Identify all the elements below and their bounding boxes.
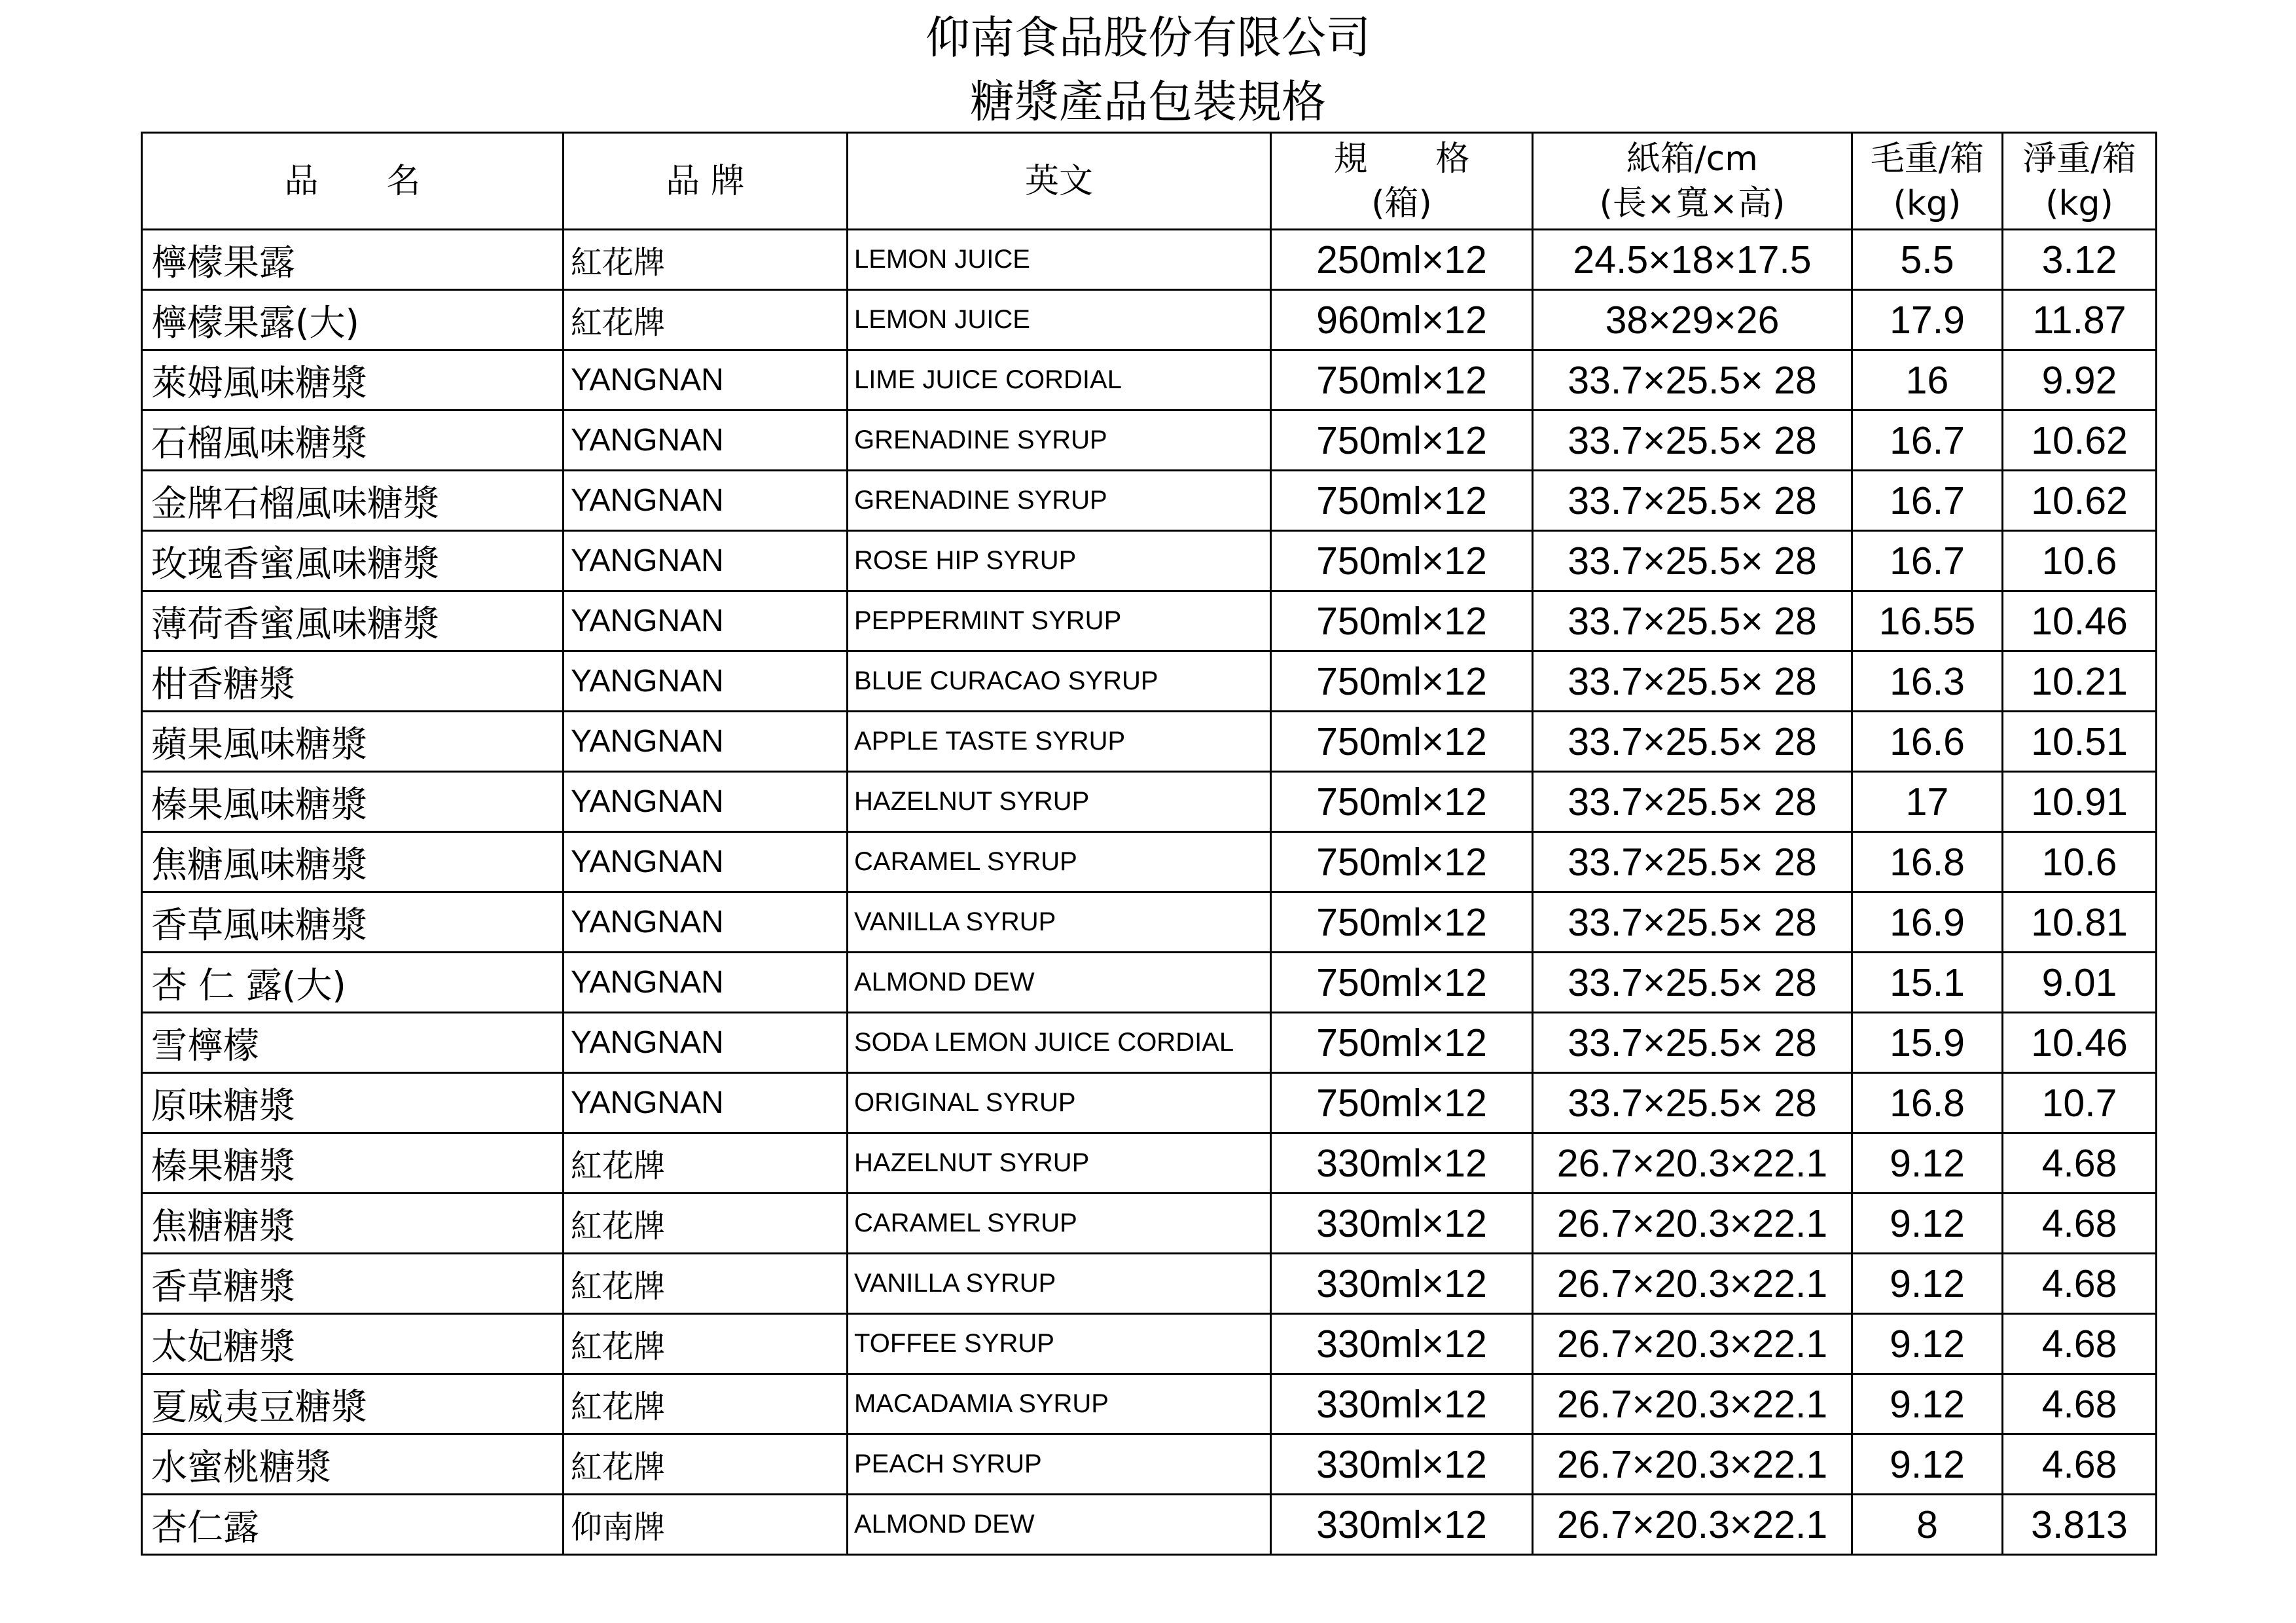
cell-brand: YANGNAN — [564, 471, 848, 531]
cell-net-weight: 10.21 — [2003, 651, 2157, 712]
cell-english-name: CARAMEL SYRUP — [848, 832, 1271, 892]
cell-net-weight: 9.01 — [2003, 953, 2157, 1013]
cell-gross-weight: 9.12 — [1852, 1374, 2003, 1434]
cell-spec: 330ml×12 — [1271, 1133, 1533, 1194]
cell-english-name: VANILLA SYRUP — [848, 892, 1271, 953]
cell-english-name: ORIGINAL SYRUP — [848, 1073, 1271, 1133]
header-brand-line1: 品 牌 — [666, 161, 745, 201]
cell-product-name: 太妃糖漿 — [142, 1314, 564, 1374]
cell-brand: 紅花牌 — [564, 1434, 848, 1495]
cell-english-name: PEACH SYRUP — [848, 1434, 1271, 1495]
cell-carton-size: 26.7×20.3×22.1 — [1533, 1374, 1852, 1434]
table-row — [142, 772, 2157, 832]
cell-net-weight: 10.46 — [2003, 591, 2157, 651]
cell-spec: 750ml×12 — [1271, 350, 1533, 410]
cell-brand: YANGNAN — [564, 772, 848, 832]
cell-english-name: BLUE CURACAO SYRUP — [848, 651, 1271, 712]
cell-gross-weight: 16.6 — [1852, 712, 2003, 772]
cell-net-weight: 4.68 — [2003, 1374, 2157, 1434]
cell-product-name: 夏威夷豆糖漿 — [142, 1374, 564, 1434]
cell-spec: 960ml×12 — [1271, 290, 1533, 350]
cell-brand: YANGNAN — [564, 591, 848, 651]
cell-spec: 750ml×12 — [1271, 410, 1533, 471]
cell-carton-size: 33.7×25.5× 28 — [1533, 531, 1852, 591]
cell-brand: 紅花牌 — [564, 1133, 848, 1194]
cell-gross-weight: 16.7 — [1852, 410, 2003, 471]
cell-net-weight: 10.62 — [2003, 471, 2157, 531]
cell-gross-weight: 9.12 — [1852, 1254, 2003, 1314]
cell-product-name: 水蜜桃糖漿 — [142, 1434, 564, 1495]
header-net-weight-line1: 淨重/箱 — [2022, 139, 2136, 179]
header-spec — [1271, 133, 1533, 230]
cell-gross-weight: 16.8 — [1852, 1073, 2003, 1133]
cell-spec: 750ml×12 — [1271, 531, 1533, 591]
cell-gross-weight: 15.1 — [1852, 953, 2003, 1013]
cell-product-name: 金牌石榴風味糖漿 — [142, 471, 564, 531]
header-brand — [564, 133, 848, 230]
cell-english-name: MACADAMIA SYRUP — [848, 1374, 1271, 1434]
cell-english-name: ALMOND DEW — [848, 1495, 1271, 1555]
cell-carton-size: 33.7×25.5× 28 — [1533, 772, 1852, 832]
cell-english-name: LEMON JUICE — [848, 290, 1271, 350]
cell-gross-weight: 17.9 — [1852, 290, 2003, 350]
cell-carton-size: 24.5×18×17.5 — [1533, 230, 1852, 290]
document-title-block — [0, 7, 2296, 135]
cell-product-name: 檸檬果露 — [142, 230, 564, 290]
cell-product-name: 榛果風味糖漿 — [142, 772, 564, 832]
cell-product-name: 玫瑰香蜜風味糖漿 — [142, 531, 564, 591]
cell-product-name: 焦糖風味糖漿 — [142, 832, 564, 892]
cell-gross-weight: 9.12 — [1852, 1194, 2003, 1254]
cell-english-name: GRENADINE SYRUP — [848, 471, 1271, 531]
cell-english-name: PEPPERMINT SYRUP — [848, 591, 1271, 651]
header-gross-weight — [1852, 133, 2003, 230]
cell-product-name: 萊姆風味糖漿 — [142, 350, 564, 410]
cell-gross-weight: 16.55 — [1852, 591, 2003, 651]
cell-gross-weight: 16.7 — [1852, 471, 2003, 531]
cell-product-name: 杏仁露 — [142, 1495, 564, 1555]
cell-gross-weight: 8 — [1852, 1495, 2003, 1555]
cell-gross-weight: 16 — [1852, 350, 2003, 410]
cell-spec: 750ml×12 — [1271, 712, 1533, 772]
table-row — [142, 531, 2157, 591]
cell-carton-size: 26.7×20.3×22.1 — [1533, 1133, 1852, 1194]
cell-spec: 330ml×12 — [1271, 1194, 1533, 1254]
cell-carton-size: 33.7×25.5× 28 — [1533, 1073, 1852, 1133]
cell-english-name: CARAMEL SYRUP — [848, 1194, 1271, 1254]
cell-brand: YANGNAN — [564, 531, 848, 591]
header-english — [848, 133, 1271, 230]
cell-carton-size: 26.7×20.3×22.1 — [1533, 1495, 1852, 1555]
table-row — [142, 471, 2157, 531]
cell-gross-weight: 16.7 — [1852, 531, 2003, 591]
header-spec-line2: (箱) — [1371, 183, 1432, 223]
table-row — [142, 1434, 2157, 1495]
cell-brand: 紅花牌 — [564, 230, 848, 290]
company-name: 仰南食品股份有限公司 — [925, 12, 1371, 64]
cell-gross-weight: 15.9 — [1852, 1013, 2003, 1073]
cell-spec: 330ml×12 — [1271, 1374, 1533, 1434]
cell-product-name: 香草糖漿 — [142, 1254, 564, 1314]
table-row — [142, 350, 2157, 410]
cell-spec: 750ml×12 — [1271, 953, 1533, 1013]
cell-carton-size: 33.7×25.5× 28 — [1533, 832, 1852, 892]
cell-brand: YANGNAN — [564, 651, 848, 712]
cell-product-name: 榛果糖漿 — [142, 1133, 564, 1194]
cell-spec: 750ml×12 — [1271, 892, 1533, 953]
cell-net-weight: 10.81 — [2003, 892, 2157, 953]
table-row — [142, 1314, 2157, 1374]
cell-brand: YANGNAN — [564, 350, 848, 410]
cell-carton-size: 33.7×25.5× 28 — [1533, 651, 1852, 712]
table-header — [142, 133, 2157, 230]
cell-net-weight: 10.7 — [2003, 1073, 2157, 1133]
cell-net-weight: 3.813 — [2003, 1495, 2157, 1555]
cell-english-name: LEMON JUICE — [848, 230, 1271, 290]
cell-english-name: VANILLA SYRUP — [848, 1254, 1271, 1314]
cell-english-name: APPLE TASTE SYRUP — [848, 712, 1271, 772]
cell-english-name: LIME JUICE CORDIAL — [848, 350, 1271, 410]
table-row — [142, 1495, 2157, 1555]
cell-gross-weight: 9.12 — [1852, 1434, 2003, 1495]
cell-net-weight: 10.46 — [2003, 1013, 2157, 1073]
cell-brand: YANGNAN — [564, 892, 848, 953]
cell-brand: YANGNAN — [564, 410, 848, 471]
header-carton-size — [1533, 133, 1852, 230]
cell-brand: YANGNAN — [564, 832, 848, 892]
cell-net-weight: 10.6 — [2003, 832, 2157, 892]
cell-net-weight: 10.6 — [2003, 531, 2157, 591]
cell-spec: 330ml×12 — [1271, 1254, 1533, 1314]
cell-english-name: ALMOND DEW — [848, 953, 1271, 1013]
cell-gross-weight: 9.12 — [1852, 1314, 2003, 1374]
cell-product-name: 薄荷香蜜風味糖漿 — [142, 591, 564, 651]
cell-carton-size: 26.7×20.3×22.1 — [1533, 1254, 1852, 1314]
cell-gross-weight: 9.12 — [1852, 1133, 2003, 1194]
header-gross-weight-line2: (kg) — [1893, 183, 1962, 223]
cell-spec: 750ml×12 — [1271, 591, 1533, 651]
cell-brand: 紅花牌 — [564, 1254, 848, 1314]
cell-brand: YANGNAN — [564, 712, 848, 772]
cell-net-weight: 11.87 — [2003, 290, 2157, 350]
cell-product-name: 雪檸檬 — [142, 1013, 564, 1073]
cell-carton-size: 33.7×25.5× 28 — [1533, 953, 1852, 1013]
cell-net-weight: 9.92 — [2003, 350, 2157, 410]
cell-carton-size: 33.7×25.5× 28 — [1533, 471, 1852, 531]
cell-net-weight: 4.68 — [2003, 1133, 2157, 1194]
cell-brand: 紅花牌 — [564, 290, 848, 350]
cell-net-weight: 4.68 — [2003, 1434, 2157, 1495]
cell-english-name: ROSE HIP SYRUP — [848, 531, 1271, 591]
cell-brand: YANGNAN — [564, 1013, 848, 1073]
header-gross-weight-line1: 毛重/箱 — [1870, 139, 1984, 179]
cell-product-name: 石榴風味糖漿 — [142, 410, 564, 471]
cell-product-name: 香草風味糖漿 — [142, 892, 564, 953]
cell-spec: 250ml×12 — [1271, 230, 1533, 290]
cell-net-weight: 4.68 — [2003, 1314, 2157, 1374]
cell-product-name: 柑香糖漿 — [142, 651, 564, 712]
cell-spec: 750ml×12 — [1271, 1013, 1533, 1073]
cell-carton-size: 33.7×25.5× 28 — [1533, 712, 1852, 772]
header-carton-size-line2: (長×寬×高) — [1599, 183, 1785, 223]
cell-spec: 330ml×12 — [1271, 1434, 1533, 1495]
cell-brand: 紅花牌 — [564, 1194, 848, 1254]
header-spec-line1: 規 格 — [1333, 139, 1470, 179]
table-row — [142, 1194, 2157, 1254]
cell-net-weight: 10.62 — [2003, 410, 2157, 471]
cell-brand: 仰南牌 — [564, 1495, 848, 1555]
cell-english-name: TOFFEE SYRUP — [848, 1314, 1271, 1374]
table-row — [142, 892, 2157, 953]
cell-gross-weight: 5.5 — [1852, 230, 2003, 290]
cell-brand: YANGNAN — [564, 1073, 848, 1133]
cell-carton-size: 33.7×25.5× 28 — [1533, 410, 1852, 471]
cell-carton-size: 33.7×25.5× 28 — [1533, 350, 1852, 410]
cell-english-name: HAZELNUT SYRUP — [848, 772, 1271, 832]
cell-product-name: 蘋果風味糖漿 — [142, 712, 564, 772]
cell-gross-weight: 17 — [1852, 772, 2003, 832]
table-body — [142, 230, 2157, 1555]
cell-english-name: GRENADINE SYRUP — [848, 410, 1271, 471]
table-row — [142, 1133, 2157, 1194]
header-net-weight — [2003, 133, 2157, 230]
cell-net-weight: 10.51 — [2003, 712, 2157, 772]
cell-spec: 750ml×12 — [1271, 471, 1533, 531]
cell-gross-weight: 16.3 — [1852, 651, 2003, 712]
cell-carton-size: 33.7×25.5× 28 — [1533, 591, 1852, 651]
cell-carton-size: 26.7×20.3×22.1 — [1533, 1434, 1852, 1495]
table-row — [142, 1374, 2157, 1434]
cell-carton-size: 26.7×20.3×22.1 — [1533, 1194, 1852, 1254]
cell-net-weight: 10.91 — [2003, 772, 2157, 832]
cell-brand: 紅花牌 — [564, 1314, 848, 1374]
header-carton-size-line1: 紙箱/cm — [1626, 139, 1758, 179]
document-subtitle: 糖漿產品包裝規格 — [969, 77, 1326, 128]
table-row — [142, 290, 2157, 350]
cell-carton-size: 33.7×25.5× 28 — [1533, 1013, 1852, 1073]
cell-product-name: 檸檬果露(大) — [142, 290, 564, 350]
table-row — [142, 591, 2157, 651]
cell-gross-weight: 16.9 — [1852, 892, 2003, 953]
cell-spec: 330ml×12 — [1271, 1495, 1533, 1555]
header-product-name-line1: 品 名 — [284, 161, 421, 201]
cell-brand: YANGNAN — [564, 953, 848, 1013]
cell-spec: 330ml×12 — [1271, 1314, 1533, 1374]
packaging-spec-table — [141, 132, 2157, 1556]
header-product-name — [142, 133, 564, 230]
cell-product-name: 焦糖糖漿 — [142, 1194, 564, 1254]
cell-spec: 750ml×12 — [1271, 832, 1533, 892]
table-row — [142, 832, 2157, 892]
header-english-line1: 英文 — [1024, 161, 1093, 201]
cell-carton-size: 33.7×25.5× 28 — [1533, 892, 1852, 953]
cell-net-weight: 3.12 — [2003, 230, 2157, 290]
cell-spec: 750ml×12 — [1271, 651, 1533, 712]
table-row — [142, 230, 2157, 290]
table-row — [142, 1013, 2157, 1073]
cell-product-name: 原味糖漿 — [142, 1073, 564, 1133]
cell-net-weight: 4.68 — [2003, 1254, 2157, 1314]
cell-product-name: 杏 仁 露(大) — [142, 953, 564, 1013]
cell-net-weight: 4.68 — [2003, 1194, 2157, 1254]
cell-english-name: HAZELNUT SYRUP — [848, 1133, 1271, 1194]
table-row — [142, 410, 2157, 471]
header-net-weight-line2: (kg) — [2045, 183, 2113, 223]
table-row — [142, 953, 2157, 1013]
cell-gross-weight: 16.8 — [1852, 832, 2003, 892]
cell-spec: 750ml×12 — [1271, 772, 1533, 832]
table-row — [142, 712, 2157, 772]
cell-carton-size: 26.7×20.3×22.1 — [1533, 1314, 1852, 1374]
cell-carton-size: 38×29×26 — [1533, 290, 1852, 350]
cell-brand: 紅花牌 — [564, 1374, 848, 1434]
table-row — [142, 1254, 2157, 1314]
cell-english-name: SODA LEMON JUICE CORDIAL — [848, 1013, 1271, 1073]
cell-spec: 750ml×12 — [1271, 1073, 1533, 1133]
table-row — [142, 1073, 2157, 1133]
header-row — [142, 133, 2157, 230]
table-row — [142, 651, 2157, 712]
